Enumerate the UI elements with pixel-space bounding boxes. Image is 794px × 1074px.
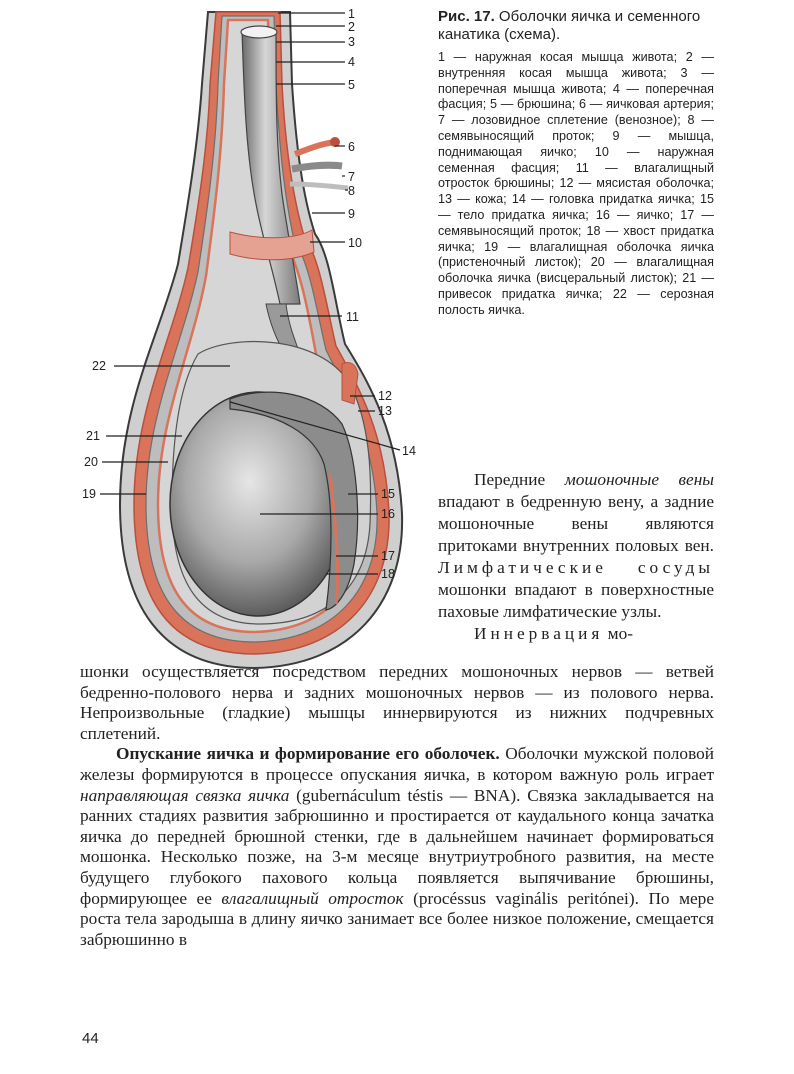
label-8: 8 (348, 184, 355, 198)
side-text-1-spaced: Лимфатические сосуды (438, 558, 714, 577)
label-2: 2 (348, 20, 355, 34)
side-text-1b: впадают в бедренную вену, а задние мошоночные вены являются притоками внутренних половых вен. (438, 492, 714, 555)
paragraph-descent-em2: влагалищный отросток (221, 888, 404, 908)
scrotum-diagram (80, 4, 425, 672)
caption-title (438, 8, 714, 44)
label-16: 16 (381, 507, 395, 521)
cord-opening (241, 26, 277, 38)
side-text-1-em: мошоночные вены (564, 470, 714, 489)
main-body (80, 662, 714, 950)
label-1: 1 (348, 7, 355, 21)
figure-caption (438, 8, 714, 319)
label-13: 13 (378, 404, 392, 418)
label-14: 14 (402, 444, 416, 458)
label-9: 9 (348, 207, 355, 221)
side-text-2a: мо- (603, 624, 633, 643)
paragraph-descent-b: (gubernáculum téstis — BNA). Связка закладывается на ранних стадиях развития забрюшинно и простирается от каудального конца зачатка яичка до передней брюшной стенки, где в дальнейшем начинает формироваться мошонка. Несколько позже, на 3-м месяце внутриутробного развития, на месте будущего глубокого пахового кольца появляется выпячивание брюшины, формирующее ее (80, 785, 715, 908)
label-21: 21 (86, 429, 100, 443)
side-text-1c: мошонки впадают в поверхностные паховые лимфатические узлы. (438, 580, 714, 621)
caption-title-text: Оболочки яичка и семенного канатика (схема). (438, 8, 701, 43)
side-text-2-spaced: Иннервация (474, 624, 604, 643)
paragraph-descent-a: Оболочки мужской половой железы формируются в процессе опускания яичка, в котором важную роль играет (80, 744, 714, 784)
side-text-1a: Передние (474, 470, 565, 489)
caption-legend: 1 — наружная косая мышца живота; 2 — внутренняя косая мышца живота; 3 — поперечная мышца живота; 4 — поперечная фасция; 5 — брюшина; 6 — яичковая артерия; 7 — лозовидное сплетение (венозное); 8 — семявыносящий проток; 9 — мышца, поднимающая яичко; 10 — наружная семенная фасция; 11 — влагалищный отросток брюшины; 12 — мясистая оболочка; 13 — кожа; 14 — головка придатка яичка; 15 — тело придатка яичка; 16 — яичко; 17 — семявыносящий проток; 18 — хвост придатка яичка; 19 — влагалищная оболочка яичка (пристеночный листок); 20 — влагалищная оболочка яичка (висцеральный листок); 21 — привесок придатка яичка; 22 — серозная полость яичка. (438, 50, 714, 317)
label-10: 10 (348, 236, 362, 250)
paragraph-descent-em1: направляющая связка яичка (80, 785, 290, 805)
caption-figure-number: Рис. 17. (438, 8, 495, 25)
paragraph-descent (80, 744, 714, 950)
label-12: 12 (378, 389, 392, 403)
paragraph-descent-c: (procéssus vaginális peritónei). По мере роста тела зародыша в длину яичко занимает все более низкое положение, смещается забрюшинно в (80, 888, 714, 949)
label-18: 18 (381, 567, 395, 581)
paragraph-descent-heading: Опускание яичка и формирование его оболочек. (116, 744, 500, 764)
label-20: 20 (84, 455, 98, 469)
paragraph-innervation: шонки осуществляется посредством передних мошоночных нервов — ветвей бедренно-полового нерва и задних мошоночных нервов — из полового нерва. Непроизвольные (гладкие) мышцы иннервируются из нижних подчревных сплетений. (80, 662, 714, 743)
label-22: 22 (92, 359, 106, 373)
label-17: 17 (381, 549, 395, 563)
label-4: 4 (348, 55, 355, 69)
label-19: 19 (82, 487, 96, 501)
label-6: 6 (348, 140, 355, 154)
label-5: 5 (348, 78, 355, 92)
label-11: 11 (346, 310, 359, 324)
side-paragraph (438, 469, 714, 645)
page-number: 44 (82, 1030, 99, 1047)
figure-illustration (80, 4, 425, 672)
label-3: 3 (348, 35, 355, 49)
label-15: 15 (381, 487, 395, 501)
label-7: 7 (348, 170, 355, 184)
